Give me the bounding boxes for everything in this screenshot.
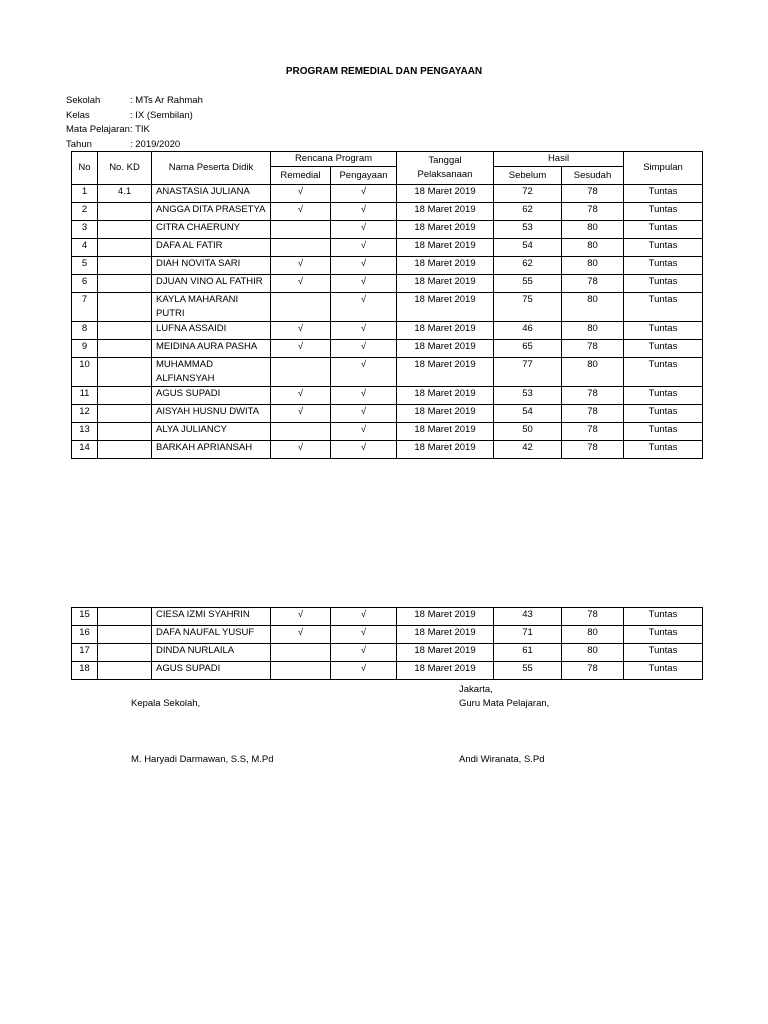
cell-sebelum: 77 — [494, 358, 562, 387]
cell-sebelum: 54 — [494, 405, 562, 423]
cell-pengayaan: √ — [331, 185, 397, 203]
cell-sebelum: 75 — [494, 293, 562, 322]
cell-simpulan: Tuntas — [624, 608, 703, 626]
cell-pengayaan: √ — [331, 423, 397, 441]
cell-tanggal: 18 Maret 2019 — [397, 405, 494, 423]
table-row — [72, 644, 703, 662]
header-sesudah: Sesudah — [562, 167, 624, 185]
cell-nama: MUHAMMAD ALFIANSYAH — [152, 358, 271, 387]
cell-no: 14 — [72, 441, 98, 459]
cell-simpulan: Tuntas — [624, 644, 703, 662]
cell-sesudah: 78 — [562, 405, 624, 423]
info-value: : 2019/2020 — [130, 138, 181, 150]
cell-simpulan: Tuntas — [624, 358, 703, 387]
signature-right-name: Andi Wiranata, S.Pd — [459, 754, 545, 765]
table-row — [72, 662, 703, 680]
cell-tanggal: 18 Maret 2019 — [397, 387, 494, 405]
cell-remedial — [271, 644, 331, 662]
cell-no: 3 — [72, 221, 98, 239]
cell-kd — [98, 644, 152, 662]
cell-sebelum: 61 — [494, 644, 562, 662]
cell-kd — [98, 257, 152, 275]
header-hasil: Hasil — [494, 152, 624, 167]
cell-nama: DAFA AL FATIR — [152, 239, 271, 257]
cell-pengayaan: √ — [331, 203, 397, 221]
cell-kd — [98, 662, 152, 680]
cell-no: 11 — [72, 387, 98, 405]
cell-remedial: √ — [271, 626, 331, 644]
cell-sebelum: 50 — [494, 423, 562, 441]
cell-remedial: √ — [271, 203, 331, 221]
cell-no: 9 — [72, 340, 98, 358]
cell-nama: DINDA NURLAILA — [152, 644, 271, 662]
cell-tanggal: 18 Maret 2019 — [397, 275, 494, 293]
cell-remedial: √ — [271, 275, 331, 293]
cell-sesudah: 80 — [562, 358, 624, 387]
cell-simpulan: Tuntas — [624, 293, 703, 322]
info-value: : TIK — [130, 124, 150, 135]
cell-nama: AGUS SUPADI — [152, 662, 271, 680]
cell-tanggal: 18 Maret 2019 — [397, 441, 494, 459]
cell-tanggal: 18 Maret 2019 — [397, 644, 494, 662]
header-rencana: Rencana Program — [271, 152, 397, 167]
cell-sebelum: 62 — [494, 203, 562, 221]
table-row — [72, 221, 703, 239]
cell-simpulan: Tuntas — [624, 322, 703, 340]
cell-remedial: √ — [271, 322, 331, 340]
header-kd: No. KD — [98, 152, 152, 185]
cell-remedial — [271, 662, 331, 680]
cell-sebelum: 55 — [494, 662, 562, 680]
cell-nama: BARKAH APRIANSAH — [152, 441, 271, 459]
cell-pengayaan: √ — [331, 387, 397, 405]
table-row — [72, 626, 703, 644]
cell-kd — [98, 203, 152, 221]
cell-sebelum: 42 — [494, 441, 562, 459]
cell-sebelum: 54 — [494, 239, 562, 257]
cell-remedial: √ — [271, 387, 331, 405]
cell-no: 7 — [72, 293, 98, 322]
cell-no: 12 — [72, 405, 98, 423]
cell-sebelum: 71 — [494, 626, 562, 644]
remedial-table-continued — [71, 607, 703, 680]
cell-nama: DAFA NAUFAL YUSUF — [152, 626, 271, 644]
cell-pengayaan: √ — [331, 608, 397, 626]
cell-no: 4 — [72, 239, 98, 257]
cell-nama: MEIDINA AURA PASHA — [152, 340, 271, 358]
table-row — [72, 441, 703, 459]
cell-nama: LUFNA ASSAIDI — [152, 322, 271, 340]
cell-sesudah: 78 — [562, 441, 624, 459]
cell-tanggal: 18 Maret 2019 — [397, 221, 494, 239]
cell-pengayaan: √ — [331, 358, 397, 387]
info-label: Kelas — [66, 109, 90, 121]
cell-kd — [98, 340, 152, 358]
cell-sebelum: 65 — [494, 340, 562, 358]
cell-sebelum: 62 — [494, 257, 562, 275]
header-no: No — [72, 152, 98, 185]
cell-no: 5 — [72, 257, 98, 275]
cell-no: 17 — [72, 644, 98, 662]
cell-sesudah: 78 — [562, 185, 624, 203]
header-tanggal: Tanggal Pelaksanaan — [397, 152, 494, 185]
cell-simpulan: Tuntas — [624, 221, 703, 239]
table-row — [72, 239, 703, 257]
cell-sesudah: 78 — [562, 662, 624, 680]
cell-sebelum: 43 — [494, 608, 562, 626]
cell-pengayaan: √ — [331, 662, 397, 680]
table-row — [72, 608, 703, 626]
cell-simpulan: Tuntas — [624, 405, 703, 423]
table-row — [72, 203, 703, 221]
cell-pengayaan: √ — [331, 239, 397, 257]
cell-simpulan: Tuntas — [624, 441, 703, 459]
cell-sesudah: 80 — [562, 644, 624, 662]
cell-simpulan: Tuntas — [624, 423, 703, 441]
cell-tanggal: 18 Maret 2019 — [397, 203, 494, 221]
cell-kd — [98, 239, 152, 257]
cell-no: 6 — [72, 275, 98, 293]
cell-simpulan: Tuntas — [624, 257, 703, 275]
cell-kd — [98, 293, 152, 322]
cell-kd — [98, 626, 152, 644]
cell-remedial — [271, 423, 331, 441]
cell-sebelum: 46 — [494, 322, 562, 340]
cell-kd — [98, 221, 152, 239]
cell-kd: 4.1 — [98, 185, 152, 203]
cell-sesudah: 78 — [562, 608, 624, 626]
cell-sesudah: 78 — [562, 423, 624, 441]
cell-remedial: √ — [271, 185, 331, 203]
cell-nama: CITRA CHAERUNY — [152, 221, 271, 239]
header-simpulan: Simpulan — [624, 152, 703, 185]
cell-sebelum: 53 — [494, 387, 562, 405]
cell-simpulan: Tuntas — [624, 340, 703, 358]
cell-pengayaan: √ — [331, 405, 397, 423]
cell-simpulan: Tuntas — [624, 275, 703, 293]
cell-nama: DIAH NOVITA SARI — [152, 257, 271, 275]
cell-nama: ANGGA DITA PRASETYA — [152, 203, 271, 221]
cell-sesudah: 80 — [562, 626, 624, 644]
cell-no: 18 — [72, 662, 98, 680]
table-row — [72, 405, 703, 423]
cell-kd — [98, 322, 152, 340]
cell-tanggal: 18 Maret 2019 — [397, 257, 494, 275]
cell-remedial: √ — [271, 441, 331, 459]
table-row — [72, 423, 703, 441]
cell-remedial: √ — [271, 405, 331, 423]
cell-sesudah: 78 — [562, 340, 624, 358]
cell-nama: AGUS SUPADI — [152, 387, 271, 405]
cell-sebelum: 72 — [494, 185, 562, 203]
cell-sebelum: 55 — [494, 275, 562, 293]
info-label: Mata Pelajaran — [66, 124, 130, 135]
cell-simpulan: Tuntas — [624, 239, 703, 257]
cell-simpulan: Tuntas — [624, 662, 703, 680]
cell-pengayaan: √ — [331, 257, 397, 275]
cell-simpulan: Tuntas — [624, 626, 703, 644]
header-sebelum: Sebelum — [494, 167, 562, 185]
cell-tanggal: 18 Maret 2019 — [397, 322, 494, 340]
cell-pengayaan: √ — [331, 275, 397, 293]
cell-tanggal: 18 Maret 2019 — [397, 662, 494, 680]
cell-remedial — [271, 221, 331, 239]
cell-nama: DJUAN VINO AL FATHIR — [152, 275, 271, 293]
cell-pengayaan: √ — [331, 340, 397, 358]
cell-sesudah: 80 — [562, 257, 624, 275]
cell-tanggal: 18 Maret 2019 — [397, 608, 494, 626]
page-title: PROGRAM REMEDIAL DAN PENGAYAAN — [285, 66, 483, 77]
signature-left-title: Kepala Sekolah, — [131, 698, 201, 709]
cell-kd — [98, 358, 152, 387]
cell-no: 16 — [72, 626, 98, 644]
cell-kd — [98, 423, 152, 441]
cell-kd — [98, 405, 152, 423]
cell-no: 2 — [72, 203, 98, 221]
cell-kd — [98, 387, 152, 405]
cell-sesudah: 78 — [562, 275, 624, 293]
table-row — [72, 185, 703, 203]
cell-nama: ALYA JULIANCY — [152, 423, 271, 441]
cell-simpulan: Tuntas — [624, 203, 703, 221]
table-row — [72, 257, 703, 275]
cell-nama: AISYAH HUSNU DWITA — [152, 405, 271, 423]
cell-nama: CIESA IZMI SYAHRIN — [152, 608, 271, 626]
cell-pengayaan: √ — [331, 626, 397, 644]
cell-remedial: √ — [271, 340, 331, 358]
table-row — [72, 322, 703, 340]
cell-no: 13 — [72, 423, 98, 441]
table-row — [72, 387, 703, 405]
cell-pengayaan: √ — [331, 644, 397, 662]
cell-sesudah: 80 — [562, 239, 624, 257]
cell-kd — [98, 441, 152, 459]
header-remedial: Remedial — [271, 167, 331, 185]
table-row — [72, 358, 703, 387]
cell-pengayaan: √ — [331, 322, 397, 340]
table-row — [72, 340, 703, 358]
signature-left-name: M. Haryadi Darmawan, S.S, M.Pd — [131, 754, 274, 765]
cell-kd — [98, 608, 152, 626]
table-row — [72, 275, 703, 293]
cell-no: 10 — [72, 358, 98, 387]
cell-remedial — [271, 239, 331, 257]
cell-remedial: √ — [271, 608, 331, 626]
cell-pengayaan: √ — [331, 221, 397, 239]
cell-sesudah: 78 — [562, 387, 624, 405]
cell-tanggal: 18 Maret 2019 — [397, 626, 494, 644]
cell-sesudah: 80 — [562, 293, 624, 322]
cell-tanggal: 18 Maret 2019 — [397, 293, 494, 322]
info-label: Sekolah — [66, 95, 101, 106]
info-value: : IX (Sembilan) — [130, 109, 193, 121]
header-nama: Nama Peserta Didik — [152, 152, 271, 185]
info-value: : MTs Ar Rahmah — [130, 95, 203, 106]
cell-sesudah: 80 — [562, 221, 624, 239]
cell-remedial — [271, 293, 331, 322]
cell-no: 15 — [72, 608, 98, 626]
cell-kd — [98, 275, 152, 293]
info-label: Tahun — [66, 138, 92, 150]
cell-tanggal: 18 Maret 2019 — [397, 358, 494, 387]
cell-sebelum: 53 — [494, 221, 562, 239]
cell-tanggal: 18 Maret 2019 — [397, 423, 494, 441]
remedial-table — [71, 151, 703, 459]
table-row — [72, 293, 703, 322]
cell-no: 8 — [72, 322, 98, 340]
cell-nama: ANASTASIA JULIANA — [152, 185, 271, 203]
signature-right-title: Guru Mata Pelajaran, — [459, 698, 550, 709]
header-pengayaan: Pengayaan — [331, 167, 397, 185]
cell-sesudah: 80 — [562, 322, 624, 340]
cell-pengayaan: √ — [331, 293, 397, 322]
cell-tanggal: 18 Maret 2019 — [397, 185, 494, 203]
cell-tanggal: 18 Maret 2019 — [397, 340, 494, 358]
cell-simpulan: Tuntas — [624, 185, 703, 203]
cell-no: 1 — [72, 185, 98, 203]
cell-tanggal: 18 Maret 2019 — [397, 239, 494, 257]
cell-pengayaan: √ — [331, 441, 397, 459]
cell-remedial — [271, 358, 331, 387]
cell-sesudah: 78 — [562, 203, 624, 221]
cell-remedial: √ — [271, 257, 331, 275]
signature-place: Jakarta, — [459, 684, 493, 695]
cell-simpulan: Tuntas — [624, 387, 703, 405]
cell-nama: KAYLA MAHARANI PUTRI — [152, 293, 271, 322]
